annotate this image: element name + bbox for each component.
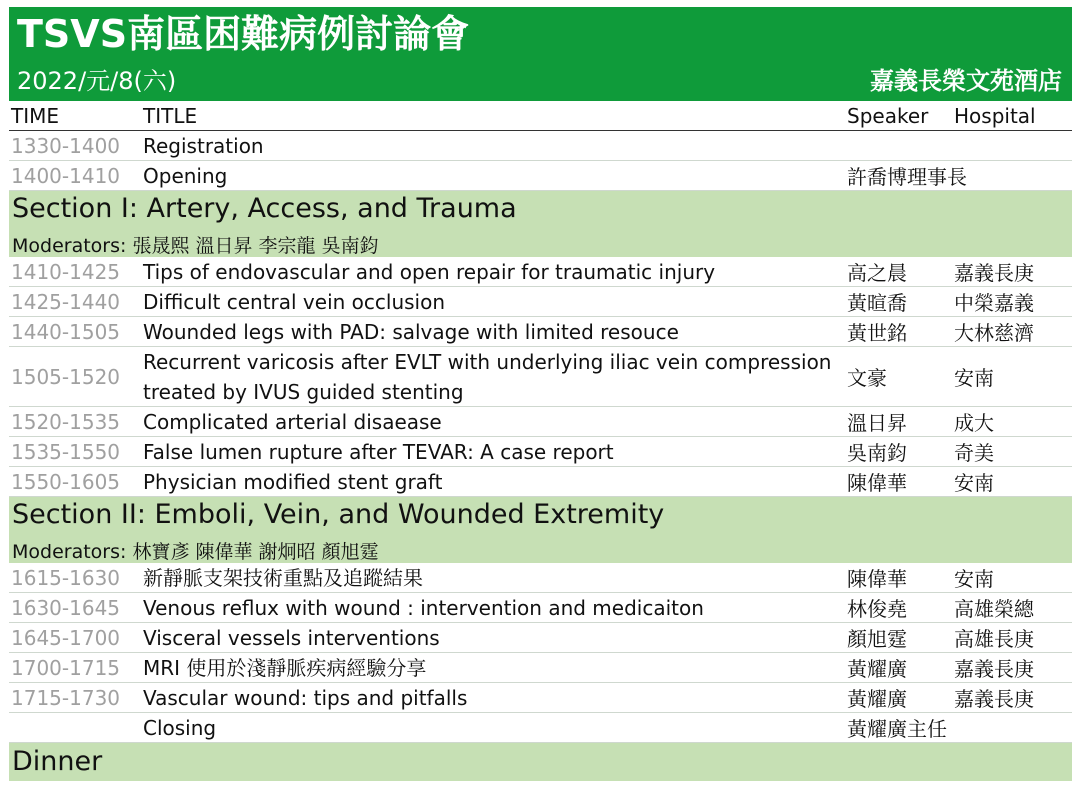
table-row [9,131,1072,161]
table-row [9,593,1072,623]
row-speaker: 黃耀廣 [847,687,907,711]
row-speaker: 陳偉華 [847,471,907,495]
column-header-hospital: Hospital [954,103,1036,128]
row-speaker: 陳偉華 [847,567,907,591]
row-hospital [954,713,1072,742]
row-title: Opening [143,163,228,188]
dinner-title: Dinner [12,746,103,777]
row-hospital: 高雄榮總 [954,597,1034,621]
section-2-header [9,497,1072,563]
row-hospital: 嘉義長庚 [954,261,1034,285]
row-time: 1330-1400 [11,133,121,158]
row-title: Closing [143,715,217,740]
row-speaker: 顏旭霆 [847,627,907,651]
section-1-title: Section I: Artery, Access, and Trauma [12,193,517,224]
row-time: 1700-1715 [11,655,121,680]
row-speaker: 溫日昇 [847,411,907,435]
row-time: 1535-1550 [11,439,121,464]
row-time: 1410-1425 [11,259,121,284]
row-title: 新靜脈支架技術重點及追蹤結果 [143,565,423,590]
row-title: Registration [143,133,264,158]
row-hospital: 安南 [954,366,994,390]
dinner-bar [9,743,1072,781]
row-time: 1520-1535 [11,409,121,434]
row-title: Vascular wound: tips and pitfalls [143,685,468,710]
table-row [9,623,1072,653]
row-title: Venous reflux with wound : intervention and medicaiton [143,595,704,620]
row-speaker: 吳南鈞 [847,441,907,465]
row-title: Physician modified stent graft [143,469,443,494]
row-time: 1440-1505 [11,319,121,344]
column-header-speaker: Speaker [847,103,929,128]
opening-rows [9,131,1072,191]
table-row [9,347,1072,407]
table-row [9,287,1072,317]
event-venue: 嘉義長榮文苑酒店 [870,67,1062,95]
row-time: 1400-1410 [11,163,121,188]
section-2-moderators: Moderators: 林寶彥 陳偉華 謝炯昭 顏旭霆 [12,541,379,563]
row-time: 1715-1730 [11,685,121,710]
row-time: 1615-1630 [11,565,121,590]
row-time: 1645-1700 [11,625,121,650]
table-header [9,101,1072,131]
row-time: 1425-1440 [11,289,121,314]
row-title: False lumen rupture after TEVAR: A case report [143,439,614,464]
table-row [9,467,1072,497]
table-row [9,257,1072,287]
section-2-rows [9,563,1072,743]
row-speaker: 黃耀廣 [847,657,907,681]
row-title: Difficult central vein occlusion [143,289,446,314]
column-header-time: TIME [11,103,60,128]
row-time: 1505-1520 [11,364,121,389]
section-1-header [9,191,1072,257]
section-1-moderators: Moderators: 張晟熙 溫日昇 李宗龍 吳南鈞 [12,235,379,257]
row-title: Tips of endovascular and open repair for traumatic injury [143,259,716,284]
table-row [9,683,1072,713]
row-title: Complicated arterial disaease [143,409,442,434]
row-hospital: 嘉義長庚 [954,657,1034,681]
row-speaker: 黃耀廣主任 [847,717,947,741]
table-row [9,713,1072,743]
row-hospital: 安南 [954,567,994,591]
row-speaker: 林俊堯 [847,597,907,621]
row-hospital: 安南 [954,471,994,495]
header-banner [9,7,1072,101]
section-2-title: Section II: Emboli, Vein, and Wounded Extremity [12,499,665,530]
table-row [9,161,1072,191]
row-speaker: 許喬博理事長 [847,165,967,189]
row-hospital: 成大 [954,411,994,435]
row-hospital: 大林慈濟 [954,321,1034,345]
row-title: Wounded legs with PAD: salvage with limited resouce [143,319,679,344]
table-row [9,317,1072,347]
row-time: 1550-1605 [11,469,121,494]
row-time: 1630-1645 [11,595,121,620]
row-time [11,713,139,742]
section-1-rows [9,257,1072,497]
event-date: 2022/元/8(六) [17,67,177,95]
row-title: Visceral vessels interventions [143,625,440,650]
page-title: TSVS南區困難病例討論會 [17,12,470,56]
row-hospital [954,161,1072,190]
column-header-title: TITLE [143,103,198,128]
row-hospital: 高雄長庚 [954,627,1034,651]
row-speaker: 黃暄喬 [847,291,907,315]
row-speaker: 文豪 [847,366,887,390]
row-hospital: 中榮嘉義 [954,291,1034,315]
row-speaker: 高之晨 [847,261,907,285]
row-speaker: 黃世銘 [847,321,907,345]
row-hospital: 奇美 [954,441,994,465]
row-speaker [847,131,953,160]
table-row [9,407,1072,437]
table-row [9,653,1072,683]
row-title: Recurrent varicosis after EVLT with underlying iliac vein compression treated by IVUS guided stenting [143,349,832,404]
table-row [9,563,1072,593]
schedule-table [9,101,1072,781]
row-title: MRI 使用於淺靜脈疾病經驗分享 [143,655,427,680]
table-row [9,437,1072,467]
row-hospital [954,131,1072,160]
row-hospital: 嘉義長庚 [954,687,1034,711]
